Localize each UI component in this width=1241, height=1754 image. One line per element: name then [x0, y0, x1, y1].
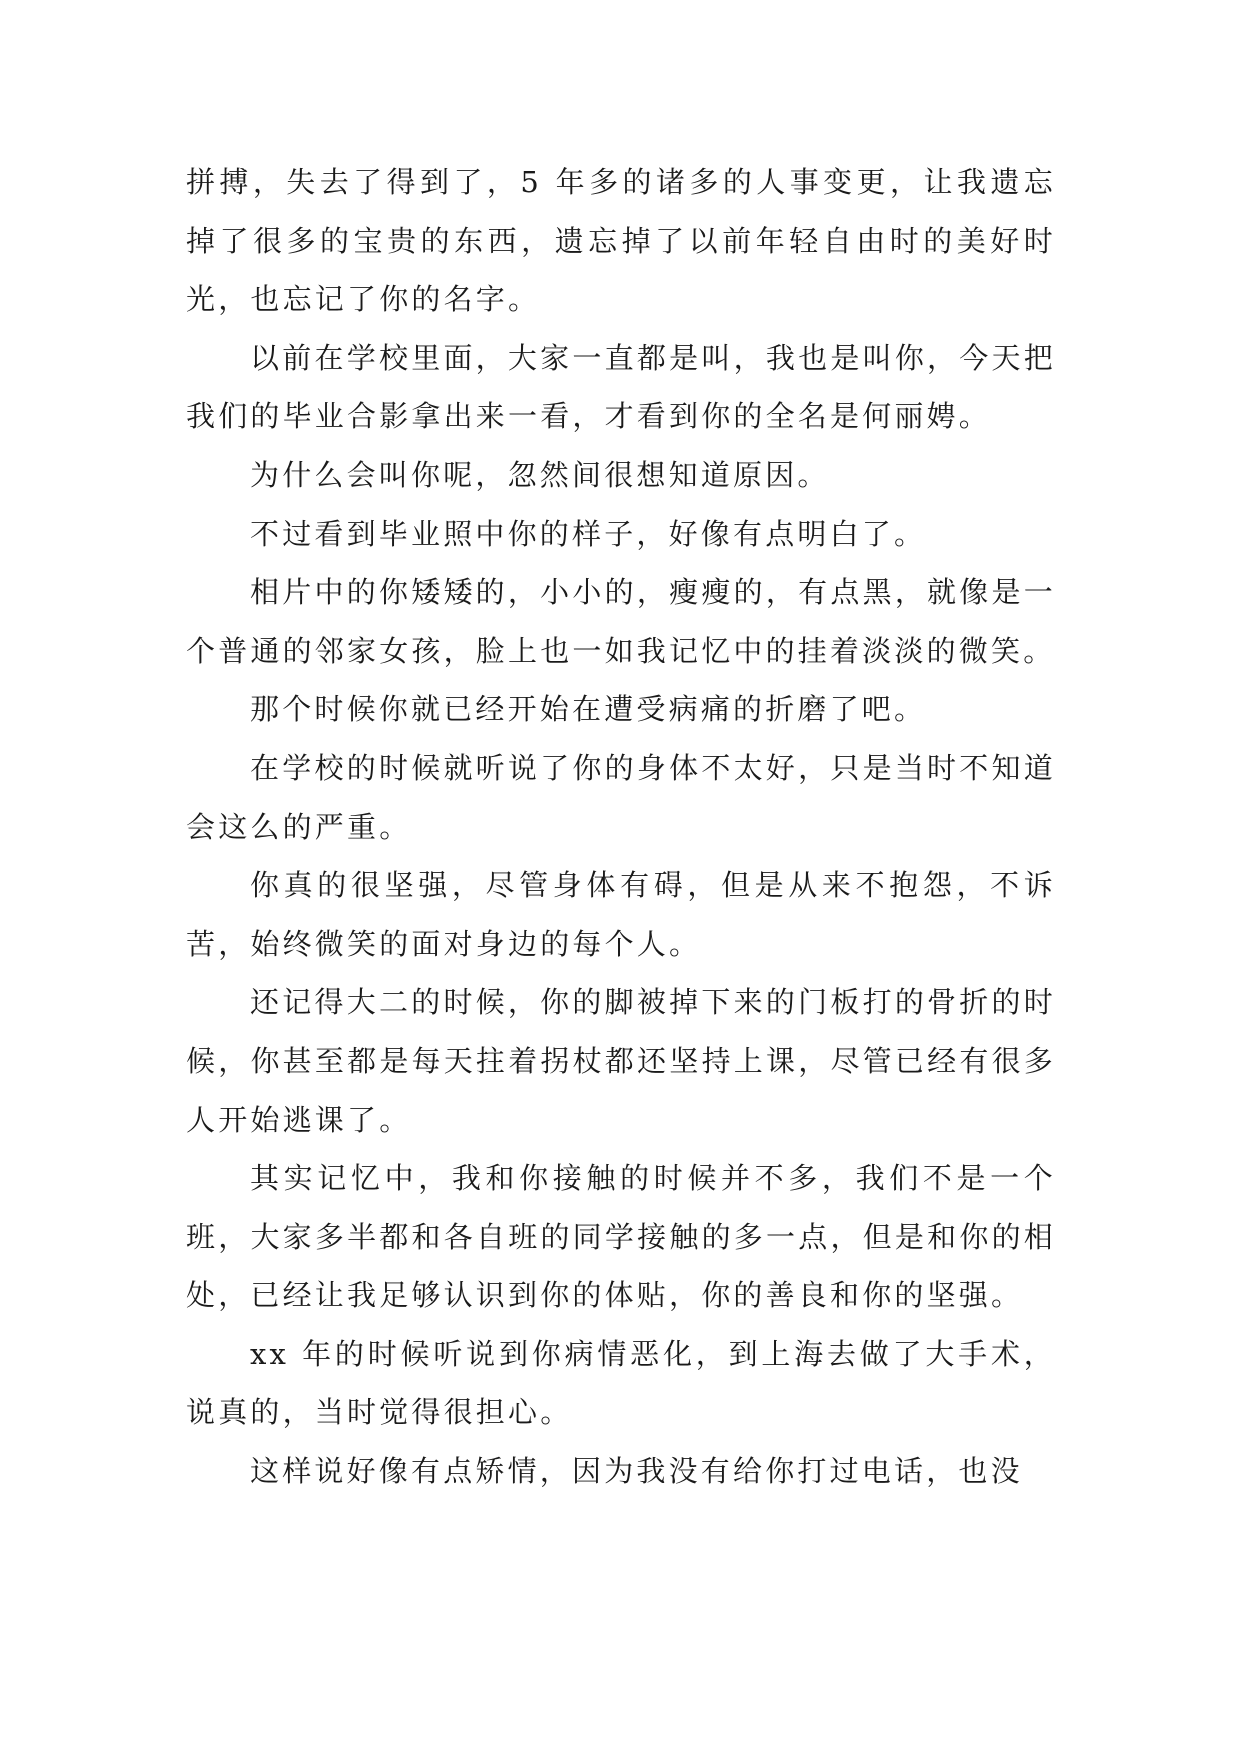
paragraph-8: 你真的很坚强，尽管身体有碍，但是从来不抱怨，不诉苦，始终微笑的面对身边的每个人。	[186, 868, 1056, 961]
paragraph-11: xx 年的时候听说到你病情恶化，到上海去做了大手术，说真的，当时觉得很担心。	[186, 1336, 1056, 1430]
paragraph-9: 还记得大二的时候，你的脚被掉下来的门板打的骨折的时候，你甚至都是每天拄着拐杖都还坚持上课，尽管已经有很多人开始逃课了。	[186, 985, 1056, 1137]
paragraph-5: 相片中的你矮矮的，小小的，瘦瘦的，有点黑，就像是一个普通的邻家女孩，脸上也一如我记忆中的挂着淡淡的微笑。	[186, 575, 1056, 668]
paragraph-3: 为什么会叫你呢，忽然间很想知道原因。	[250, 457, 830, 492]
paragraph-12: 这样说好像有点矫情，因为我没有给你打过电话，也没	[250, 1454, 1023, 1489]
paragraph-6: 那个时候你就已经开始在遭受病痛的折磨了吧。	[250, 692, 927, 727]
paragraph-2: 以前在学校里面，大家一直都是叫，我也是叫你，今天把我们的毕业合影拿出来一看，才看到你的全名是何丽娉。	[186, 340, 1056, 434]
paragraph-10: 其实记忆中，我和你接触的时候并不多，我们不是一个班，大家多半都和各自班的同学接触的多一点，但是和你的相处，已经让我足够认识到你的体贴，你的善良和你的坚强。	[186, 1161, 1056, 1313]
paragraph-4: 不过看到毕业照中你的样子，好像有点明白了。	[250, 516, 927, 551]
document-body	[186, 153, 1056, 1501]
paragraph-7: 在学校的时候就听说了你的身体不太好，只是当时不知道会这么的严重。	[186, 750, 1056, 844]
paragraph-1: 拼搏，失去了得到了，5 年多的诸多的人事变更，让我遗忘掉了很多的宝贵的东西，遗忘掉了以前年轻自由时的美好时光，也忘记了你的名字。	[186, 165, 1056, 317]
